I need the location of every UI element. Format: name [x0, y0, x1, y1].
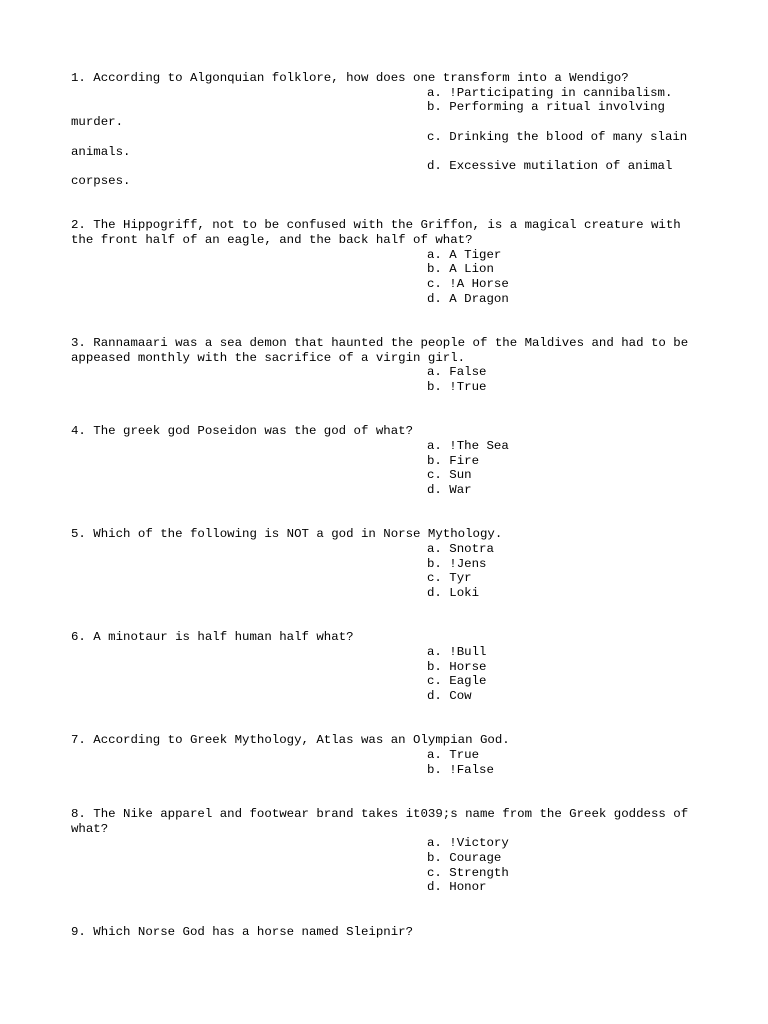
question-2	[71, 218, 711, 306]
answer-options	[71, 86, 711, 189]
question-text: 6. A minotaur is half human half what?	[71, 630, 354, 645]
answer-option-continuation: corpses.	[71, 173, 131, 188]
answer-option	[71, 159, 711, 188]
answer-option-text: b. !True	[427, 379, 487, 394]
answer-options	[71, 748, 711, 777]
answer-option-text: d. Excessive mutilation of animal	[427, 159, 673, 174]
answer-option-text: d. Honor	[427, 880, 487, 895]
answer-option	[71, 86, 711, 101]
answer-option	[71, 880, 711, 895]
answer-option-text: b. A Lion	[427, 262, 494, 277]
answer-option	[71, 866, 711, 881]
question-text: 7. According to Greek Mythology, Atlas was an Olympian God.	[71, 733, 510, 748]
answer-option	[71, 586, 711, 601]
question-5	[71, 527, 711, 601]
answer-option-text: c. Sun	[427, 468, 472, 483]
answer-option-text: c. Drinking the blood of many slain	[427, 129, 688, 144]
answer-option	[71, 557, 711, 572]
answer-options	[71, 645, 711, 704]
answer-option-text: a. !Victory	[427, 836, 509, 851]
question-text: 5. Which of the following is NOT a god in Norse Mythology.	[71, 527, 503, 542]
answer-option-text: b. Performing a ritual involving	[427, 100, 665, 115]
answer-option-text: d. A Dragon	[427, 291, 509, 306]
answer-option-text: b. !Jens	[427, 556, 487, 571]
answer-option	[71, 380, 711, 395]
answer-option-text: d. War	[427, 482, 472, 497]
answer-option	[71, 660, 711, 675]
answer-option-text: d. Cow	[427, 689, 472, 703]
answer-options	[71, 439, 711, 498]
answer-option	[71, 292, 711, 307]
answer-options	[71, 365, 711, 394]
answer-option-text: c. Strength	[427, 865, 509, 880]
question-1	[71, 71, 711, 189]
answer-option-text: c. !A Horse	[427, 276, 509, 291]
answer-option	[71, 248, 711, 263]
answer-options	[71, 836, 711, 895]
answer-option	[71, 365, 711, 380]
answer-option-text: a. Snotra	[427, 541, 494, 556]
question-text: 4. The greek god Poseidon was the god of what?	[71, 424, 414, 439]
answer-option-text: b. Horse	[427, 659, 487, 674]
answer-option-text: b. !False	[427, 762, 494, 777]
answer-option	[71, 483, 711, 498]
answer-option	[71, 851, 711, 866]
question-4	[71, 424, 711, 498]
answer-option-text: c. Eagle	[427, 674, 487, 689]
answer-option-text: b. Courage	[427, 850, 502, 865]
document-page	[71, 71, 711, 969]
answer-option	[71, 262, 711, 277]
answer-option	[71, 439, 711, 454]
answer-option-text: a. True	[427, 747, 480, 762]
answer-option-text: a. !The Sea	[427, 438, 509, 453]
answer-option	[71, 130, 711, 159]
answer-option-text: a. !Bull	[427, 644, 487, 659]
answer-option	[71, 748, 711, 763]
question-9	[71, 925, 711, 940]
question-3	[71, 336, 711, 395]
answer-options	[71, 248, 711, 307]
answer-option	[71, 763, 711, 778]
answer-option	[71, 571, 711, 586]
answer-option	[71, 100, 711, 129]
question-text: 2. The Hippogriff, not to be confused with the Griffon, is a magical creature with the front half of an eagle, and the back half of what?	[71, 218, 681, 247]
answer-option	[71, 468, 711, 483]
answer-option	[71, 689, 711, 704]
answer-option-continuation: murder.	[71, 115, 124, 130]
answer-option	[71, 277, 711, 292]
question-text: 3. Rannamaari was a sea demon that haunted the people of the Maldives and had to be appeased monthly with the sacrifice of a virgin girl.	[71, 335, 689, 365]
answer-option-text: a. A Tiger	[427, 247, 502, 262]
answer-option	[71, 674, 711, 689]
answer-option	[71, 454, 711, 469]
question-8	[71, 807, 711, 895]
question-text: 1. According to Algonquian folklore, how does one transform into a Wendigo?	[71, 71, 629, 85]
answer-option-text: b. Fire	[427, 453, 480, 468]
answer-option-text: d. Loki	[427, 585, 480, 600]
answer-options	[71, 542, 711, 601]
answer-option	[71, 836, 711, 851]
question-7	[71, 733, 711, 777]
question-6	[71, 630, 711, 704]
answer-option-text: c. Tyr	[427, 571, 472, 586]
answer-option	[71, 645, 711, 660]
question-text: 8. The Nike apparel and footwear brand takes it039;s name from the Greek goddess of what?	[71, 806, 689, 836]
answer-option-text: a. False	[427, 365, 487, 380]
answer-option-continuation: animals.	[71, 144, 131, 159]
answer-option	[71, 542, 711, 557]
answer-option-text: a. !Participating in cannibalism.	[427, 85, 673, 100]
question-text: 9. Which Norse God has a horse named Sleipnir?	[71, 924, 414, 939]
